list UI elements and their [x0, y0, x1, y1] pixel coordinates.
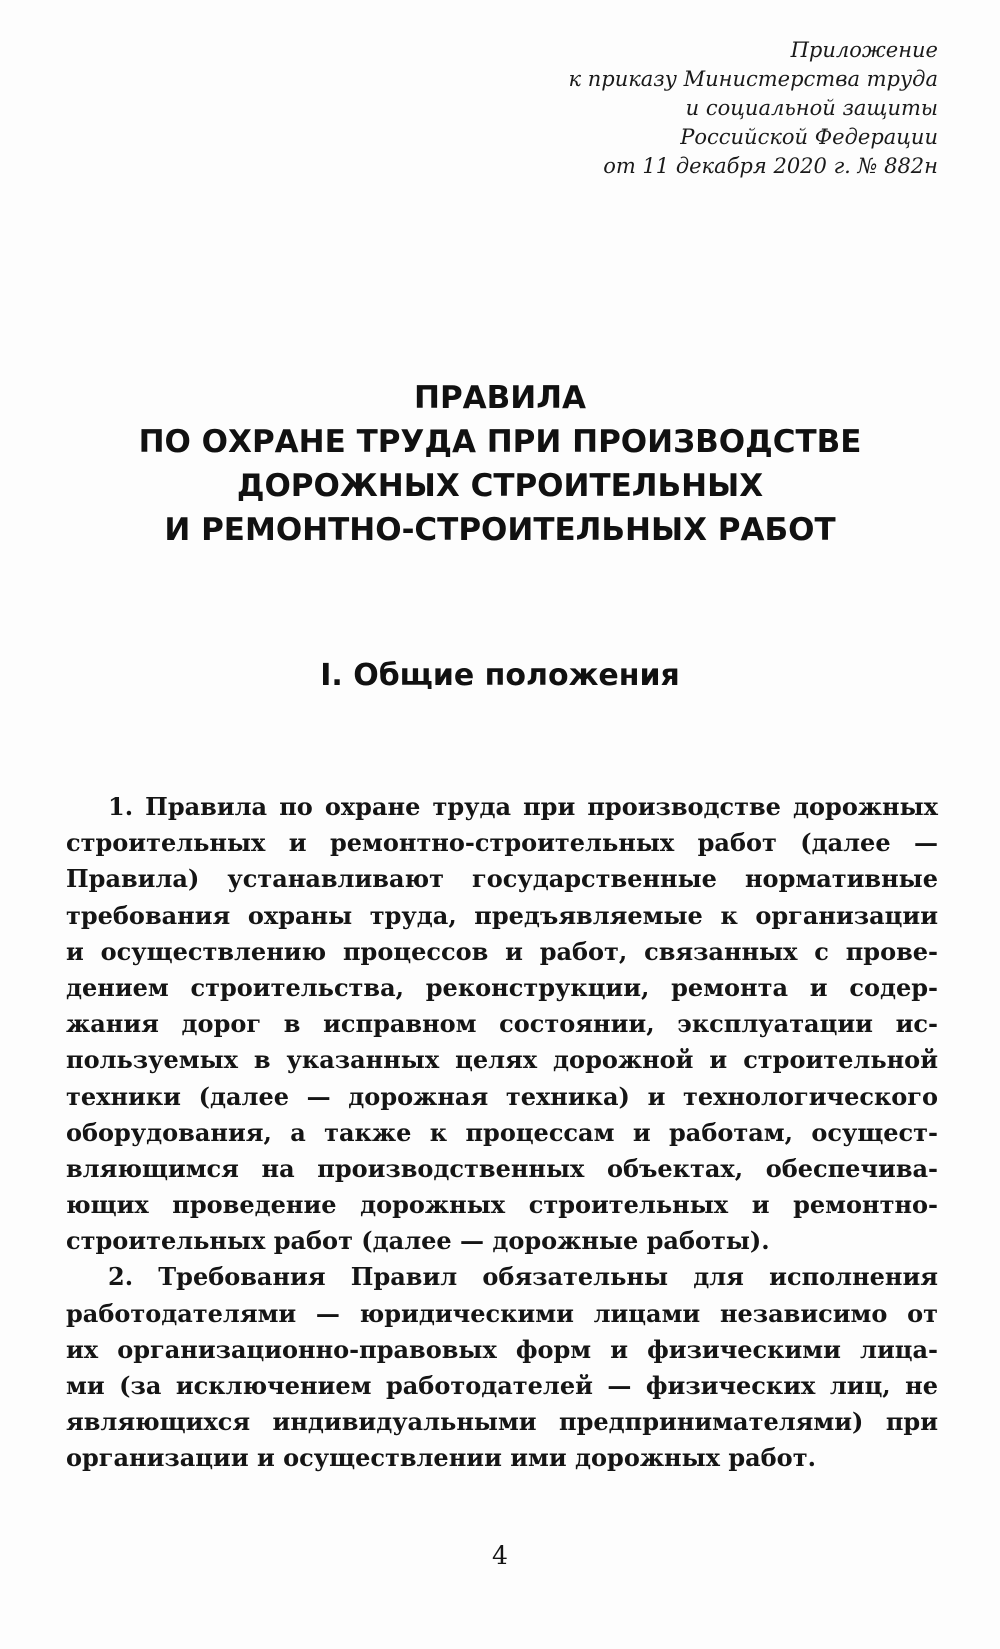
title-line: ПО ОХРАНЕ ТРУДА ПРИ ПРОИЗВОДСТВЕ [138, 424, 862, 460]
title-line: И РЕМОНТНО-СТРОИТЕЛЬНЫХ РАБОТ [164, 512, 836, 548]
text-line: 2. Требования Правил обязательны для исполнения [108, 1262, 938, 1292]
text-line: жания дорог в исправном состоянии, эксплуатации ис- [66, 1009, 938, 1039]
text-line: Правила) устанавливают государственные нормативные [66, 864, 938, 894]
appendix-line: и социальной защиты [685, 96, 938, 120]
text-line: вляющимся на производственных объектах, обеспечива- [66, 1153, 938, 1183]
text-line: организации и осуществлении ими дорожных работ. [66, 1443, 816, 1473]
text-line: их организационно-правовых форм и физическими лица- [66, 1334, 938, 1364]
appendix-line: Приложение [790, 38, 938, 62]
text-line: строительных работ (далее — дорожные работы). [66, 1226, 770, 1256]
document-title [60, 376, 940, 552]
text-line: и осуществлению процессов и работ, связанных с прове- [66, 936, 938, 966]
text-line: требования охраны труда, предъявляемые к организации [66, 900, 938, 930]
title-line: ДОРОЖНЫХ СТРОИТЕЛЬНЫХ [236, 468, 764, 504]
text-line: являющихся индивидуальными предпринимателями) при [66, 1407, 938, 1437]
text-line: строительных и ремонтно-строительных работ (далее — [66, 828, 938, 858]
paragraph-1 [66, 789, 938, 1259]
text-line: ми (за исключением работодателей — физических лиц, не [66, 1371, 938, 1400]
text-line: работодателями — юридическими лицами независимо от [66, 1298, 938, 1328]
text-line: ющих проведение дорожных строительных и ремонтно- [66, 1190, 938, 1220]
section-heading: I. Общие положения [320, 658, 680, 693]
page-number: 4 [492, 1541, 508, 1570]
appendix-line: к приказу Министерства труда [568, 67, 938, 91]
body-text [66, 789, 938, 1477]
appendix-line: Российской Федерации [680, 125, 938, 149]
text-line: пользуемых в указанных целях дорожной и строительной [66, 1045, 938, 1075]
appendix-note [418, 36, 938, 181]
text-line: дением строительства, реконструкции, ремонта и содер- [66, 972, 938, 1002]
text-line: оборудования, а также к процессам и работам, осущест- [66, 1117, 938, 1147]
title-line: ПРАВИЛА [414, 380, 586, 416]
text-line: 1. Правила по охране труда при производстве дорожных [108, 792, 938, 821]
appendix-line: от 11 декабря 2020 г. № 882н [603, 154, 938, 178]
paragraph-2 [66, 1259, 938, 1476]
text-line: техники (далее — дорожная техника) и технологического [66, 1081, 938, 1111]
